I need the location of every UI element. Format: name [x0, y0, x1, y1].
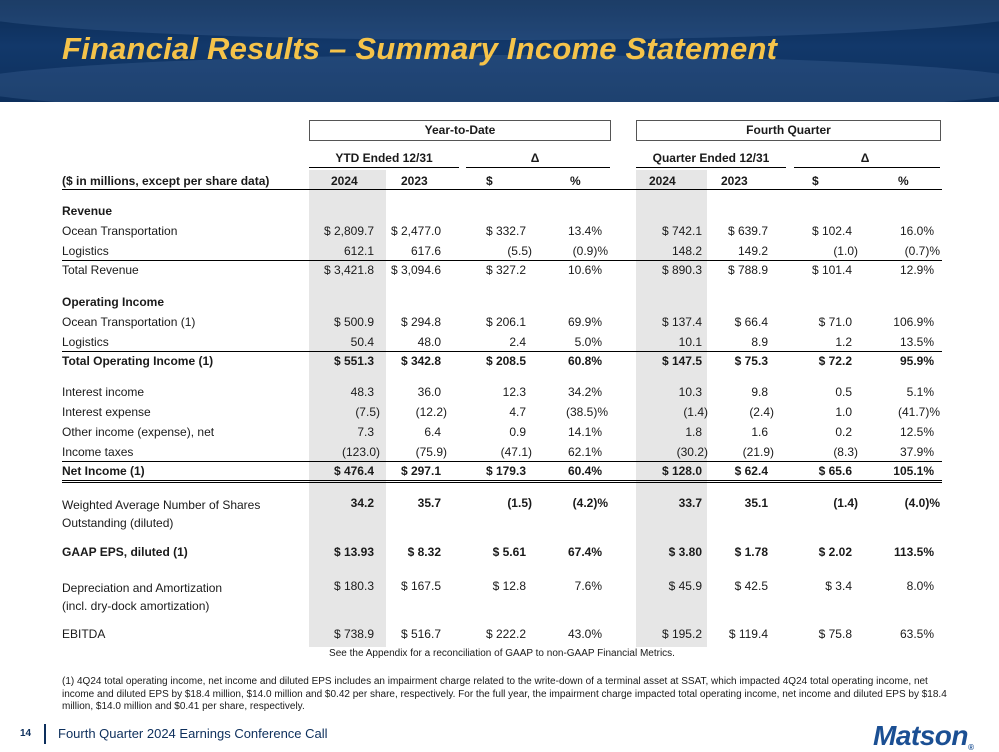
value-ytd-2024: (7.5) [355, 405, 380, 419]
row-label: Ocean Transportation [62, 224, 178, 238]
value-q-2024: 1.8 [685, 425, 702, 439]
value-q-2023: $ 75.3 [734, 354, 768, 368]
value-q-dollar: $ 101.4 [811, 263, 852, 277]
value-ytd-dollar: (1.5) [507, 496, 532, 510]
value-q-dollar: $ 65.6 [818, 464, 852, 478]
value-ytd-2024: $ 738.9 [333, 627, 374, 641]
value-q-2024: $ 128.0 [661, 464, 702, 478]
subtotal-rule [62, 461, 942, 462]
value-ytd-2024: $ 2,809.7 [323, 224, 374, 238]
value-q-pct: (41.7)% [897, 405, 940, 419]
q-2023-header: 2023 [721, 174, 748, 188]
value-q-2023: $ 1.78 [734, 545, 768, 559]
value-ytd-2023: $ 167.5 [400, 579, 441, 593]
row-label: Ocean Transportation (1) [62, 315, 196, 329]
value-ytd-2024: $ 551.3 [333, 354, 374, 368]
value-q-dollar: $ 72.2 [818, 354, 852, 368]
value-ytd-2024: 7.3 [357, 425, 374, 439]
ytd-2024-header: 2024 [331, 174, 358, 188]
value-ytd-pct: 69.9% [567, 315, 602, 329]
value-ytd-pct: (0.9)% [572, 244, 608, 258]
header-banner [0, 0, 999, 102]
ytd-pct-header: % [570, 174, 581, 188]
value-q-2023: $ 62.4 [734, 464, 768, 478]
row-label: Weighted Average Number of Shares [62, 498, 261, 512]
value-q-2024: $ 3.80 [668, 545, 702, 559]
row-label-line2: (incl. dry-dock amortization) [62, 599, 210, 613]
value-q-2024: 10.3 [678, 385, 702, 399]
value-q-pct: 8.0% [906, 579, 934, 593]
value-q-2023: $ 119.4 [728, 627, 768, 641]
value-ytd-dollar: $ 12.8 [492, 579, 526, 593]
value-q-pct: 113.5% [893, 545, 934, 559]
row-label: Total Revenue [62, 263, 139, 277]
row-label-line2: Outstanding (diluted) [62, 516, 174, 530]
value-q-dollar: $ 2.02 [818, 545, 852, 559]
value-q-dollar: (1.0) [833, 244, 858, 258]
value-q-2024: 10.1 [678, 335, 702, 349]
double-rule [62, 480, 942, 481]
value-ytd-pct: 13.4% [567, 224, 602, 238]
value-ytd-pct: 43.0% [567, 627, 602, 641]
rule [309, 167, 459, 168]
row-label: EBITDA [62, 627, 106, 641]
row-label: Logistics [62, 335, 109, 349]
value-ytd-pct: 62.1% [567, 445, 602, 459]
value-ytd-2023: 48.0 [417, 335, 441, 349]
rule [636, 167, 786, 168]
value-q-pct: 37.9% [899, 445, 934, 459]
value-q-pct: 13.5% [899, 335, 934, 349]
value-ytd-pct: 67.4% [567, 545, 602, 559]
quarter-ended-header: Quarter Ended 12/31 [652, 151, 770, 165]
value-q-2024: (30.2) [676, 445, 708, 459]
row-label: Logistics [62, 244, 109, 258]
value-ytd-2023: 6.4 [424, 425, 441, 439]
value-q-dollar: (8.3) [833, 445, 858, 459]
ytd-delta-header: Δ [530, 151, 540, 165]
value-ytd-2024: $ 476.4 [333, 464, 374, 478]
subtotal-rule [62, 351, 942, 352]
value-ytd-2023: (75.9) [415, 445, 447, 459]
value-q-2023: (2.4) [749, 405, 774, 419]
value-ytd-pct: 60.8% [567, 354, 602, 368]
value-q-pct: 95.9% [899, 354, 934, 368]
appendix-note: See the Appendix for a reconciliation of GAAP to non-GAAP Financial Metrics. [329, 648, 675, 659]
value-q-2024: $ 195.2 [661, 627, 702, 641]
value-q-pct: (0.7)% [904, 244, 940, 258]
value-q-dollar: 1.2 [835, 335, 852, 349]
value-ytd-dollar: 2.4 [509, 335, 526, 349]
value-ytd-dollar: (5.5) [507, 244, 532, 258]
logo-wordmark: Matson [873, 720, 968, 751]
row-label: Income taxes [62, 445, 134, 459]
value-ytd-pct: 5.0% [574, 335, 602, 349]
matson-logo [873, 720, 973, 752]
q-delta-header: Δ [860, 151, 870, 165]
footnote: (1) 4Q24 total operating income, net income and diluted EPS includes an impairment charge related to the write-down of a terminal asset at SSAT, which impacted 4Q24 total operating income, net income and diluted EPS by $18.4 million, $14.0 million and $0.42 per share, respectively. For the full year, the impairment charge impacted total operating income, net income and diluted EPS by $18.4 million, $14.0 million and $0.41 per share, respectively. [62, 676, 947, 712]
value-q-dollar: $ 102.4 [811, 224, 852, 238]
value-q-pct: 16.0% [899, 224, 934, 238]
value-ytd-pct: 14.1% [567, 425, 602, 439]
ytd-group-header: Year-to-Date [309, 120, 611, 141]
value-ytd-2023: 617.6 [410, 244, 441, 258]
value-q-2024: (1.4) [683, 405, 708, 419]
value-ytd-pct: 60.4% [567, 464, 602, 478]
row-label: Depreciation and Amortization [62, 581, 223, 595]
value-q-dollar: $ 75.8 [818, 627, 852, 641]
label-column-header: ($ in millions, except per share data) [62, 174, 270, 188]
value-ytd-2023: $ 8.32 [407, 545, 441, 559]
row-label: Operating Income [62, 295, 165, 309]
ytd-dollar-header: $ [486, 174, 493, 188]
value-ytd-dollar: 4.7 [509, 405, 526, 419]
value-q-dollar: (1.4) [833, 496, 858, 510]
value-ytd-pct: 34.2% [567, 385, 602, 399]
value-ytd-dollar: (47.1) [500, 445, 532, 459]
value-ytd-2024: $ 13.93 [333, 545, 374, 559]
value-q-2024: 148.2 [671, 244, 702, 258]
value-ytd-2024: $ 500.9 [333, 315, 374, 329]
value-q-pct: 63.5% [899, 627, 934, 641]
value-q-pct: 105.1% [893, 464, 934, 478]
value-q-2023: 1.6 [751, 425, 768, 439]
value-q-pct: 106.9% [893, 315, 934, 329]
value-q-2023: $ 42.5 [734, 579, 768, 593]
q-dollar-header: $ [812, 174, 819, 188]
value-ytd-dollar: 0.9 [509, 425, 526, 439]
value-ytd-2023: (12.2) [415, 405, 447, 419]
value-ytd-pct: (38.5)% [565, 405, 608, 419]
value-q-dollar: 1.0 [835, 405, 852, 419]
row-label: Revenue [62, 204, 113, 218]
subtotal-rule [62, 260, 942, 261]
row-label: Net Income (1) [62, 464, 145, 478]
value-ytd-dollar: $ 206.1 [485, 315, 526, 329]
value-q-2023: (21.9) [742, 445, 774, 459]
value-q-2023: 8.9 [751, 335, 768, 349]
page-number: 14 [20, 728, 32, 739]
page-title: Financial Results – Summary Income Statement [62, 31, 778, 66]
value-ytd-2023: $ 342.8 [400, 354, 441, 368]
value-q-pct: 5.1% [906, 385, 934, 399]
value-q-2024: $ 890.3 [661, 263, 702, 277]
value-ytd-dollar: 12.3 [502, 385, 526, 399]
value-ytd-2023: $ 294.8 [400, 315, 441, 329]
rule [794, 167, 940, 168]
value-ytd-2023: 36.0 [417, 385, 441, 399]
value-q-pct: 12.9% [899, 263, 934, 277]
value-q-2024: $ 137.4 [661, 315, 702, 329]
value-ytd-2024: 50.4 [350, 335, 374, 349]
value-ytd-dollar: $ 5.61 [492, 545, 526, 559]
row-label: Total Operating Income (1) [62, 354, 214, 368]
value-ytd-2023: $ 516.7 [400, 627, 441, 641]
header-rule [62, 189, 942, 190]
row-label: GAAP EPS, diluted (1) [62, 545, 188, 559]
row-label: Interest expense [62, 405, 151, 419]
value-ytd-2024: 34.2 [350, 496, 374, 510]
value-ytd-pct: 10.6% [567, 263, 602, 277]
value-q-pct: 12.5% [899, 425, 934, 439]
value-q-2024: $ 147.5 [661, 354, 702, 368]
value-q-dollar: $ 3.4 [825, 579, 852, 593]
value-q-2024: $ 742.1 [661, 224, 702, 238]
value-q-2023: $ 788.9 [727, 263, 768, 277]
value-q-2023: 149.2 [737, 244, 768, 258]
double-rule [62, 482, 942, 483]
value-ytd-dollar: $ 208.5 [485, 354, 526, 368]
value-q-2024: $ 45.9 [668, 579, 702, 593]
value-ytd-2023: $ 297.1 [400, 464, 441, 478]
value-ytd-pct: (4.2)% [572, 496, 608, 510]
value-ytd-2024: 48.3 [350, 385, 374, 399]
q4-group-header: Fourth Quarter [636, 120, 941, 141]
value-ytd-2024: $ 3,421.8 [323, 263, 374, 277]
q-2024-header: 2024 [649, 174, 676, 188]
value-q-2023: $ 66.4 [734, 315, 768, 329]
value-q-dollar: $ 71.0 [818, 315, 852, 329]
value-q-2024: 33.7 [678, 496, 702, 510]
value-q-dollar: 0.5 [835, 385, 852, 399]
value-ytd-2023: $ 2,477.0 [390, 224, 441, 238]
value-ytd-2024: (123.0) [341, 445, 380, 459]
value-q-2023: 35.1 [744, 496, 768, 510]
q-pct-header: % [898, 174, 909, 188]
value-ytd-pct: 7.6% [574, 579, 602, 593]
value-ytd-dollar: $ 179.3 [485, 464, 526, 478]
row-label: Other income (expense), net [62, 425, 215, 439]
value-ytd-2023: $ 3,094.6 [390, 263, 441, 277]
value-q-2023: 9.8 [751, 385, 768, 399]
value-ytd-dollar: $ 222.2 [485, 627, 526, 641]
value-ytd-dollar: $ 327.2 [485, 263, 526, 277]
footer-divider [44, 724, 46, 744]
registered-mark: ® [968, 743, 974, 752]
rule [466, 167, 610, 168]
value-ytd-dollar: $ 332.7 [485, 224, 526, 238]
row-label: Interest income [62, 385, 145, 399]
ytd-ended-header: YTD Ended 12/31 [335, 151, 433, 165]
value-q-2023: $ 639.7 [727, 224, 768, 238]
footer-title: Fourth Quarter 2024 Earnings Conference Call [58, 726, 328, 741]
value-q-pct: (4.0)% [904, 496, 940, 510]
footer [0, 720, 999, 750]
ytd-2023-header: 2023 [401, 174, 428, 188]
value-ytd-2024: 612.1 [343, 244, 374, 258]
value-ytd-2024: $ 180.3 [333, 579, 374, 593]
value-ytd-2023: 35.7 [417, 496, 441, 510]
value-q-dollar: 0.2 [835, 425, 852, 439]
